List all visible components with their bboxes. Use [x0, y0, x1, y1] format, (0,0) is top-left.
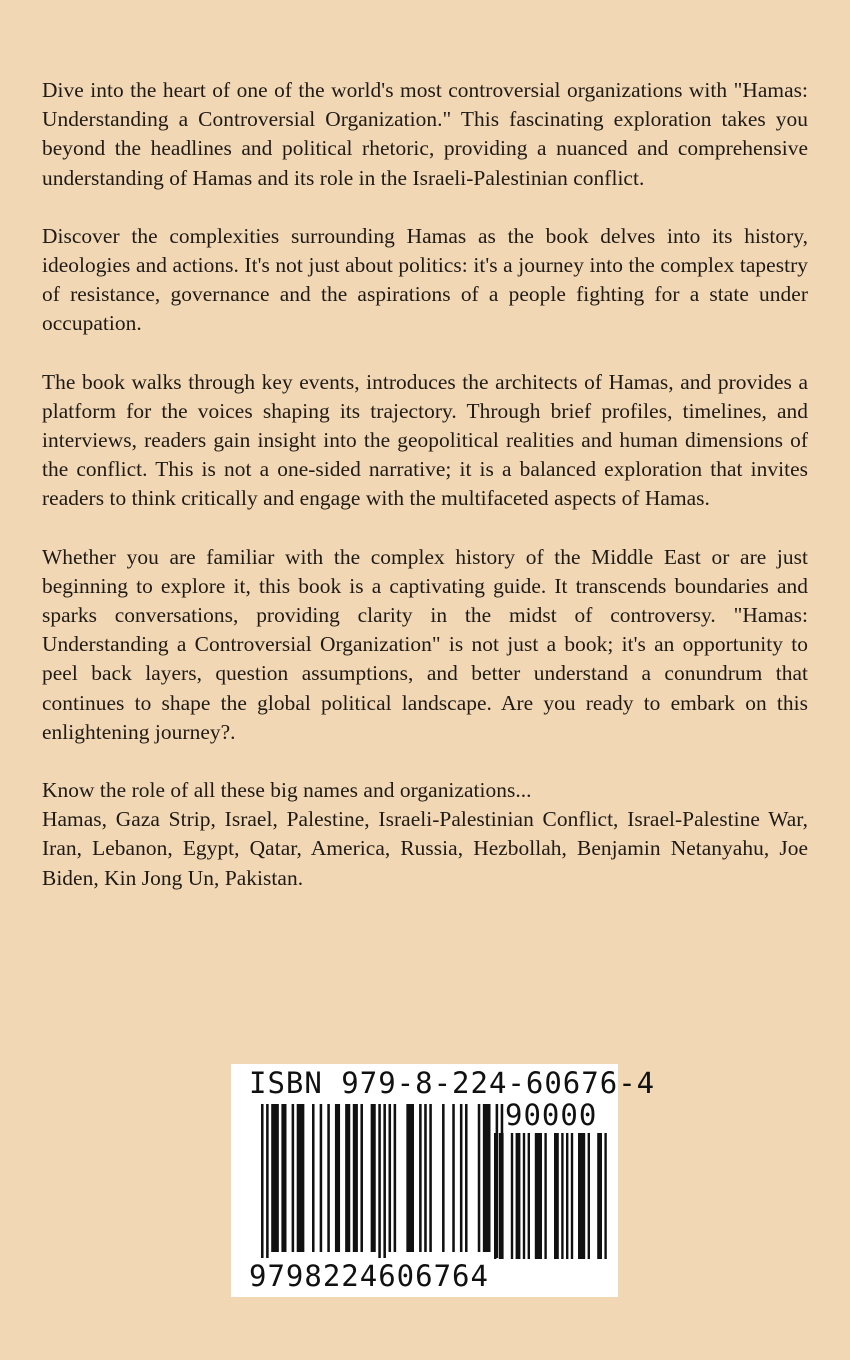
barcode-bar — [261, 1104, 264, 1258]
addon-bar — [566, 1133, 568, 1259]
addon-barcode — [494, 1133, 607, 1259]
addon-bar — [528, 1133, 530, 1259]
description-paragraph-4: Whether you are familiar with the complex history of the Middle East or are just beginning to explore it, this book is a captivating guide. It transcends boundaries and sparks conversations, providing clarity in the midst of controversy. "Hamas: Understanding a Controversial Organization" is not just a book; it's an opportunity to peel back layers, question assumptions, and better understand a conundrum that continues to shape the global political landscape. Are you ready to embark on this enlightening journey?. — [42, 544, 808, 744]
barcode-bar — [281, 1104, 286, 1252]
barcode-bar — [424, 1104, 427, 1252]
addon-bar — [544, 1133, 546, 1259]
addon-bar — [597, 1133, 602, 1259]
addon-bar — [571, 1133, 573, 1259]
barcode-bar — [419, 1104, 422, 1252]
addon-bar — [588, 1133, 590, 1259]
barcode-bar — [327, 1104, 330, 1252]
barcode-bar — [360, 1104, 363, 1252]
barcode-bar — [292, 1104, 295, 1252]
price-code: 90000 — [505, 1098, 598, 1132]
names-list: Hamas, Gaza Strip, Israel, Palestine, Israeli-Palestinian Conflict, Israel-Palestine War, Iran, Lebanon, Egypt, Qatar, America, Russia, Hezbollah, Benjamin Netanyahu, Joe Biden, Kin Jong Un, Pakistan. — [42, 807, 808, 890]
barcode-bar — [394, 1104, 397, 1252]
description-block — [42, 76, 808, 893]
barcode-bar — [297, 1104, 305, 1252]
barcode-bar — [406, 1104, 414, 1252]
description-paragraph-2: Discover the complexities surrounding Hamas as the book delves into its history, ideologies and actions. It's not just about politics: it's a journey into the complex tapestry of resistance, governance and the aspirations of a people fighting for a state under occupation. — [42, 223, 808, 336]
barcode-bar — [320, 1104, 323, 1252]
barcode-bar — [345, 1104, 350, 1252]
barcode-bar — [353, 1104, 358, 1252]
barcode-bar — [271, 1104, 279, 1252]
barcode-bar — [266, 1104, 269, 1258]
addon-bar — [561, 1133, 563, 1259]
addon-bar — [578, 1133, 585, 1259]
barcode-bar — [371, 1104, 376, 1252]
barcode-bar — [312, 1104, 315, 1252]
names-section — [42, 776, 808, 893]
barcode-bar — [383, 1104, 386, 1258]
description-paragraph-3: The book walks through key events, introduces the architects of Hamas, and provides a platform for the voices shaping its trajectory. Through brief profiles, timelines, and interviews, readers gain insight into the geopolitical realities and human dimensions of the conflict. This is not a one-sided narrative; it is a balanced exploration that invites readers to think critically and engage with the multifaceted aspects of Hamas. — [42, 369, 808, 511]
barcode-bar — [335, 1104, 340, 1252]
addon-bar — [499, 1133, 504, 1259]
names-intro: Know the role of all these big names and organizations... — [42, 778, 532, 803]
barcode-bar — [483, 1104, 491, 1252]
addon-bar — [523, 1133, 525, 1259]
barcode-bar — [429, 1104, 432, 1252]
addon-bar — [494, 1133, 496, 1259]
barcode-bar — [452, 1104, 455, 1252]
barcode-bar — [378, 1104, 381, 1258]
barcode-bar — [460, 1104, 463, 1252]
addon-bar — [511, 1133, 513, 1259]
ean13-barcode — [261, 1104, 503, 1258]
barcode-bar — [442, 1104, 445, 1252]
isbn-label: ISBN 979-8-224-60676-4 — [249, 1066, 656, 1100]
description-paragraph-1: Dive into the heart of one of the world's most controversial organizations with "Hamas: Understanding a Controversial Organization." This fascinating exploration takes you beyond the headlines and political rhetoric, providing a nuanced and comprehensive understanding of Hamas and its role in the Israeli-Palestinian conflict. — [42, 78, 808, 190]
barcode-bar — [465, 1104, 468, 1252]
ean-number: 9798224606764 — [249, 1259, 489, 1293]
addon-bar — [516, 1133, 521, 1259]
addon-bar — [554, 1133, 559, 1259]
addon-bar — [604, 1133, 606, 1259]
isbn-barcode-label — [231, 1064, 656, 1297]
barcode-bar — [389, 1104, 392, 1252]
addon-bar — [535, 1133, 542, 1259]
barcode-bar — [478, 1104, 481, 1252]
